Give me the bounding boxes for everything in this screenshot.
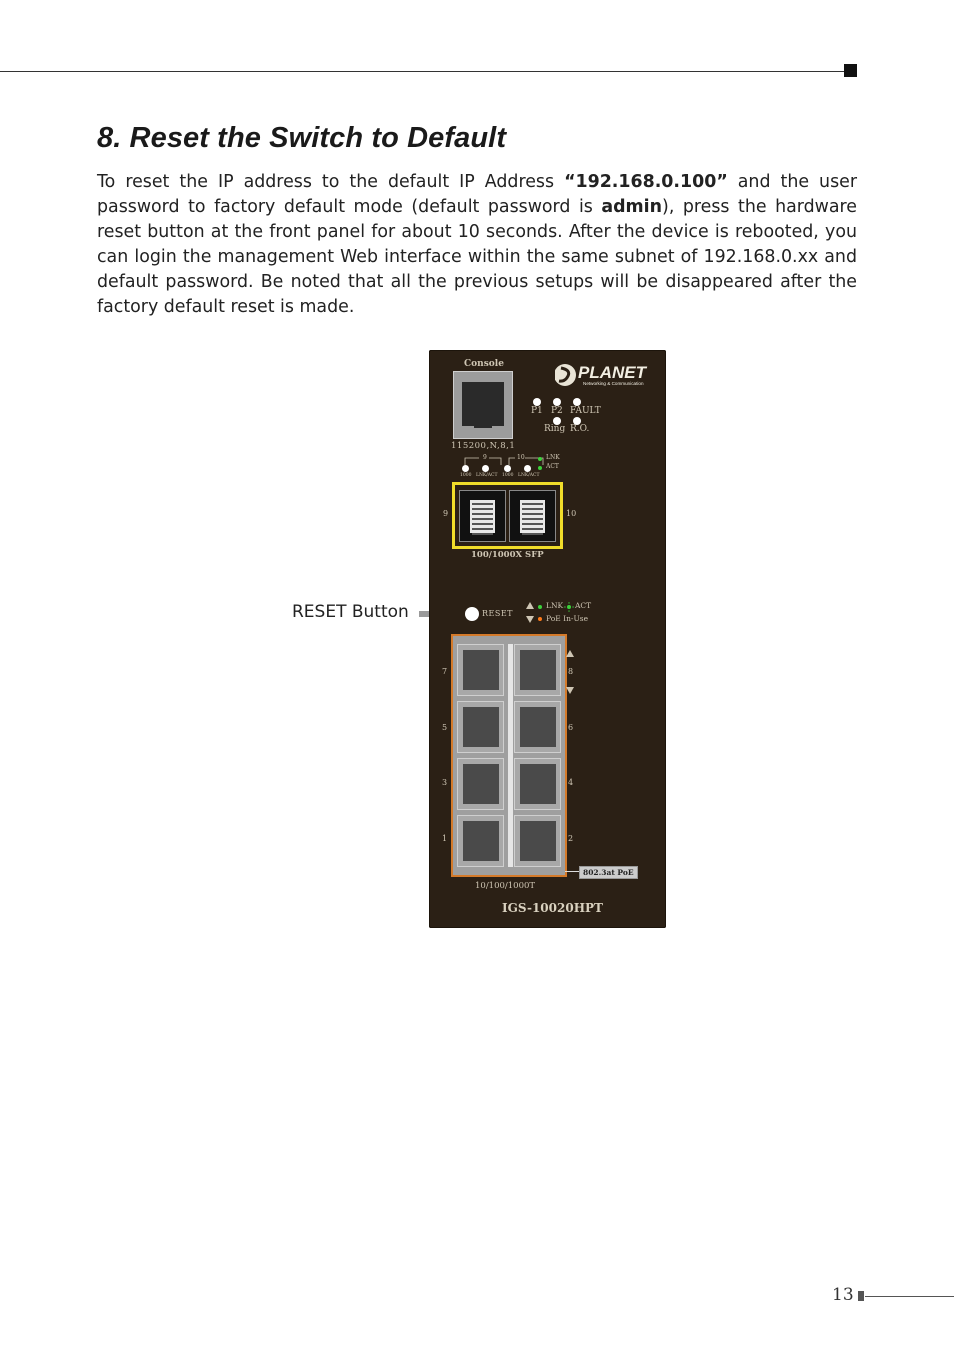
reset-button-callout: RESET Button <box>292 602 409 622</box>
default-password: admin <box>601 197 663 217</box>
port-down-triangle-icon <box>566 687 574 695</box>
paragraph-text: and the user password to factory default mode (default password is <box>97 172 857 217</box>
poe-tag-leader <box>565 871 579 872</box>
rj45-column-left <box>457 644 504 867</box>
footer-marker <box>858 1291 864 1301</box>
brand-tagline: Networking & Communication <box>583 381 644 386</box>
rj45-port-group <box>451 634 567 877</box>
console-port-notch <box>474 420 492 428</box>
legend-poe-dot <box>538 617 542 621</box>
port-number-7: 7 <box>442 667 448 676</box>
sfp10-speed-label: 1000 <box>502 473 514 478</box>
sfp-lnk-legend-dot <box>538 457 542 461</box>
sfp-led-group-9: 9 <box>483 454 487 461</box>
sfp10-speed-led <box>504 465 511 472</box>
rj45-port-8 <box>514 644 561 696</box>
sfp-port-group <box>452 482 563 549</box>
sfp-lnk-legend: LNK <box>546 454 560 461</box>
sfp-port-number-10: 10 <box>566 509 577 518</box>
fault-led <box>573 398 581 406</box>
rj45-port-4 <box>514 758 561 810</box>
reset-label: RESET <box>482 609 514 618</box>
sfp-cage-icon <box>470 500 495 533</box>
ring-label: Ring <box>544 424 566 434</box>
rj45-port-1 <box>457 815 504 867</box>
rj45-column-right <box>514 644 561 867</box>
top-rule <box>0 71 846 72</box>
p1-label: P1 <box>531 406 543 416</box>
port-number-6: 6 <box>568 723 574 732</box>
console-baud-label: 115200,N,8,1 <box>451 441 516 451</box>
sfp-port-number-9: 9 <box>443 509 449 518</box>
p2-led <box>553 398 561 406</box>
poe-tag: 802.3at PoE <box>579 866 638 879</box>
page-number: 13 <box>832 1285 854 1305</box>
sfp10-lnkact-led <box>524 465 531 472</box>
port-number-1: 1 <box>442 834 448 843</box>
planet-logo-icon <box>555 362 655 388</box>
sfp10-lnkact-label: LNK/ACT <box>518 473 540 478</box>
paragraph-text: ), press the hardware reset button at the front panel for about 10 seconds. After the device is rebooted, you can login the management Web interface within the same subnet of 192.168.0.xx and default password. Be noted that all the previous setups will be disappeared after the factory default reset is made. <box>97 197 857 317</box>
sfp-act-legend-dot <box>538 466 542 470</box>
body-paragraph <box>97 170 857 320</box>
rj45-port-3 <box>457 758 504 810</box>
paragraph-text: To reset the IP address to the default IP Address <box>97 172 565 192</box>
rj45-center-divider <box>508 644 513 867</box>
sfp-label: 100/1000X SFP <box>471 550 544 560</box>
sfp9-lnkact-led <box>482 465 489 472</box>
console-label: Console <box>464 359 504 369</box>
reset-button[interactable] <box>465 607 479 621</box>
sfp9-speed-led <box>462 465 469 472</box>
model-name: IGS-10020HPT <box>502 901 603 915</box>
port-number-5: 5 <box>442 723 448 732</box>
rj45-port-6 <box>514 701 561 753</box>
port-number-2: 2 <box>568 834 574 843</box>
legend-down-triangle-icon <box>526 616 534 624</box>
brand-name: PLANET <box>578 363 646 382</box>
console-port <box>453 371 513 439</box>
sfp-act-legend: ACT <box>546 463 559 470</box>
top-square-marker <box>844 64 857 77</box>
rj45-port-2 <box>514 815 561 867</box>
legend-poe-label: PoE In-Use <box>546 614 589 623</box>
ro-label: R.O. <box>570 424 590 434</box>
p1-led <box>533 398 541 406</box>
rj45-port-7 <box>457 644 504 696</box>
port-number-3: 3 <box>442 778 448 787</box>
sfp9-speed-label: 1000 <box>460 473 472 478</box>
port-number-4: 4 <box>568 778 574 787</box>
rj45-label: 10/100/1000T <box>475 881 536 891</box>
sfp-port-9 <box>459 490 506 542</box>
p2-label: P2 <box>551 406 563 416</box>
fault-label: FAULT <box>570 406 601 416</box>
legend-lnk-dot <box>538 605 542 609</box>
sfp-cage-icon <box>520 500 545 533</box>
legend-act-blink-icon <box>564 602 574 612</box>
legend-up-triangle-icon <box>526 602 534 610</box>
sfp-led-group-10: 10 <box>517 454 525 461</box>
legend-act-label: ACT <box>575 601 592 610</box>
legend-lnk-label: LNK <box>546 601 564 610</box>
default-ip: “192.168.0.100” <box>564 172 728 192</box>
sfp-port-10 <box>509 490 556 542</box>
footer-rule <box>865 1296 954 1297</box>
port-number-8: 8 <box>568 667 574 676</box>
rj45-port-5 <box>457 701 504 753</box>
section-title: 8. Reset the Switch to Default <box>97 122 507 154</box>
sfp9-lnkact-label: LNK/ACT <box>476 473 498 478</box>
switch-front-panel <box>429 350 666 928</box>
port-up-triangle-icon <box>566 650 574 658</box>
